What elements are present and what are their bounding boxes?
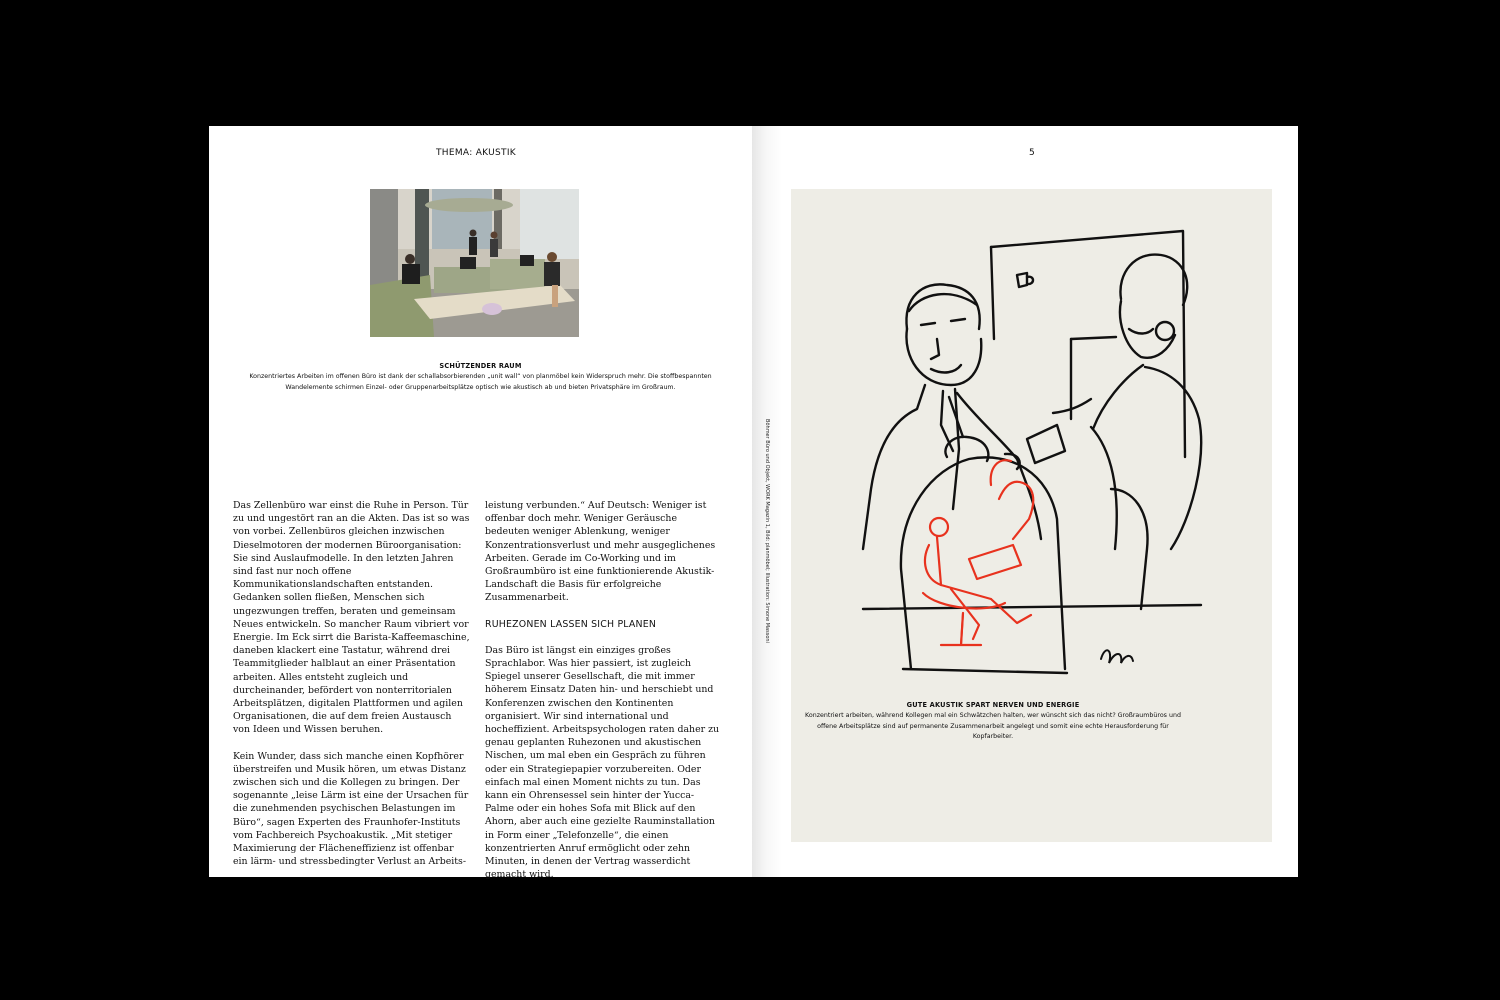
text-column-right: [485, 499, 722, 894]
left-page: [209, 126, 752, 881]
credit-line: Böhmer Büro und Objekt, WORK Magazin 1, Bild: planmöbel; Illustration: Simone Massoni: [764, 419, 770, 643]
photo-caption-text: Konzentriertes Arbeiten im offenen Büro ist dank der schallabsorbierenden „unit wall“ von planmöbel kein Widerspruch mehr. Die stoffbespannten Wandelemente schirmen Einzel- oder Gruppenarbeitsplätze optisch wie akustisch ab und bieten Privatsphäre im Großraum.: [249, 373, 712, 391]
photo-caption: [245, 362, 716, 393]
illustration: [791, 189, 1272, 842]
illustration-caption: [802, 701, 1184, 743]
paragraph: Kein Wunder, dass sich manche einen Kopfhörer überstreifen und Musik hören, um etwas Distanz zwischen sich und die Kollegen zu bringen. Der sogenannte „leise Lärm ist eine der Ursachen für die zunehmenden psychischen Belastungen im Büro“, sagen Experten des Fraunhofer-Instituts vom Fachbereich Psychoakustik. „Mit stetiger Maximierung der Flächeneffizienz ist offenbar ein lärm- und stressbedingter Verlust an Arbeits-: [233, 750, 469, 868]
paragraph: leistung verbunden.“ Auf Deutsch: Weniger ist offenbar doch mehr. Weniger Geräusche bedeuten weniger Ablenkung, weniger Konzentrationsverlust und mehr ausgeglichenes Arbeiten. Gerade im Co-Working und im Großraumbüro ist eine funktionierende Akustik-Landschaft die Basis für erfolgreiche Zusammenarbeit.: [485, 500, 716, 604]
illustration-caption-title: GUTE AKUSTIK SPART NERVEN UND ENERGIE: [906, 701, 1080, 709]
paragraph: Das Büro ist längst ein einziges großes Sprachlabor. Was hier passiert, ist zugleich Spiegel unserer Gesellschaft, die mit immer höherem Einsatz Daten hin- und herschiebt und Konferenzen zwischen den Kontinenten organisiert. Wir sind international und hocheffizient. Arbeitspsychologen raten daher zu genau geplanten Ruhezonen und akustischen Nischen, um mal eben ein Gespräch zu führen oder ein Strategiepapier vorzubereiten. Oder einfach mal einen Moment nichts zu tun. Das kann ein Ohrensessel sein hinter der Yucca-Palme oder ein hohes Sofa mit Blick auf den Ahorn, aber auch eine gezielte Rauminstallation in Form einer „Telefonzelle“, die einen konzentrierten Anruf ermöglicht oder zehn Minuten, in denen der Vertrag wasserdicht gemacht wird.: [485, 644, 720, 881]
paragraph: Das Zellenbüro war einst die Ruhe in Person. Tür zu und ungestört ran an die Akten. Das ist so was von vorbei. Zellenbüros gleichen inzwischen Dieselmotoren der modernen Büroorganisation: Sie sind Auslaufmodelle. In den letzten Jahren sind fast nur noch offene Kommunikationslandschaften entstanden. Gedanken sollen fließen, Menschen sich ungezwungen treffen, beraten und gemeinsam Neues entwickeln. So mancher Raum vibriert vor Energie. Im Eck sirrt die Barista-Kaffeemaschine, daneben klackert eine Tastatur, während drei Teammitglieder halblaut an einer Präsentation arbeiten. Alles entsteht zugleich und durcheinander, befördert von nonterritorialen Arbeitsplätzen, digitalen Plattformen und agilen Organisationen, die auf dem freien Austausch von Ideen und Wissen beruhen.: [233, 500, 470, 736]
right-page: [752, 126, 1298, 877]
illustration-caption-text: Konzentriert arbeiten, während Kollegen mal ein Schwätzchen halten, wer wünscht sich das nicht? Großraumbüros und offene Arbeitsplätze sind auf permanente Zusammenarbeit angelegt und somit eine echte Herausforderung für Kopfarbeiter.: [805, 712, 1181, 740]
photo-caption-title: SCHÜTZENDER RAUM: [439, 362, 522, 370]
page-number: 5: [1029, 148, 1036, 158]
office-photo: [370, 189, 579, 337]
illustration-panel: [791, 189, 1272, 842]
running-head: THEMA: AKUSTIK: [436, 148, 516, 158]
text-column-left: [233, 499, 470, 881]
section-subheading: RUHEZONEN LASSEN SICH PLANEN: [485, 618, 657, 630]
